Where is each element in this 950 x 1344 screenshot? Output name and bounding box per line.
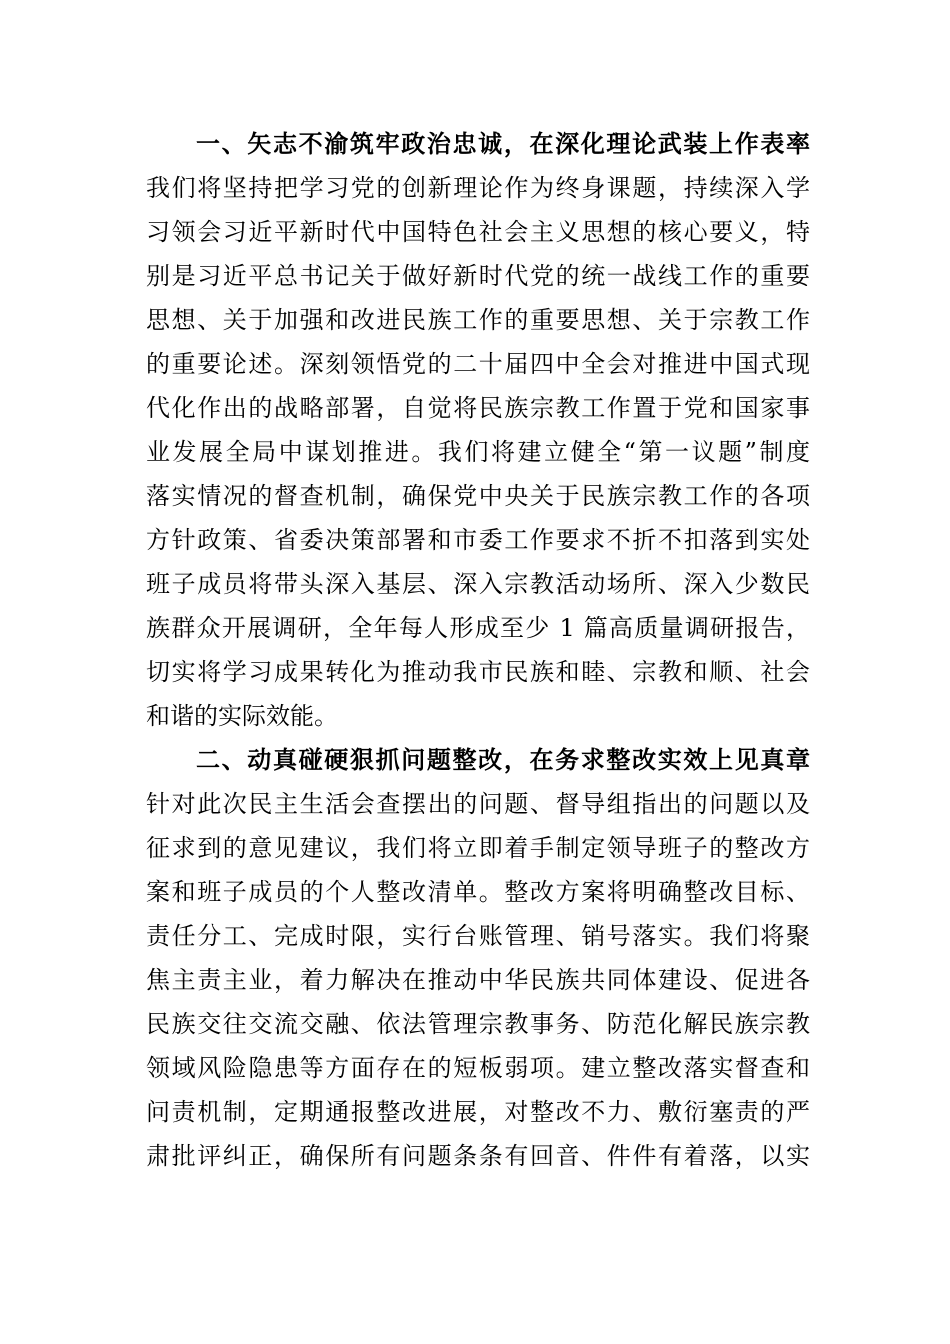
paragraph-line: 方针政策、省委决策部署和市委工作要求不折不扣落到实处 [146, 526, 810, 554]
paragraph-line: 肃批评纠正，确保所有问题条条有回音、件件有着落，以实 [146, 1142, 810, 1170]
paragraph-line: 领域风险隐患等方面存在的短板弱项。建立整改落实督查和 [146, 1054, 810, 1082]
paragraph-line: 切实将学习成果转化为推动我市民族和睦、宗教和顺、社会 [146, 658, 810, 686]
paragraph-line: 班子成员将带头深入基层、深入宗教活动场所、深入少数民 [146, 570, 810, 598]
section-heading: 一、矢志不渝筑牢政治忠诚，在深化理论武装上作表率 [196, 130, 810, 158]
paragraph-line: 族群众开展调研，全年每人形成至少 1 篇高质量调研报告， [146, 614, 810, 642]
paragraph-line: 问责机制，定期通报整改进展，对整改不力、敷衍塞责的严 [146, 1098, 810, 1126]
document-page [146, 122, 810, 1178]
paragraph-line: 代化作出的战略部署，自觉将民族宗教工作置于党和国家事 [146, 394, 810, 422]
section-1 [146, 122, 810, 738]
paragraph-line: 责任分工、完成时限，实行台账管理、销号落实。我们将聚 [146, 922, 810, 950]
paragraph-line: 针对此次民主生活会查摆出的问题、督导组指出的问题以及 [146, 790, 810, 818]
paragraph-line: 我们将坚持把学习党的创新理论作为终身课题，持续深入学 [146, 174, 810, 202]
paragraph-line: 别是习近平总书记关于做好新时代党的统一战线工作的重要 [146, 262, 810, 290]
paragraph-line: 业发展全局中谋划推进。我们将建立健全“第一议题”制度 [146, 438, 810, 466]
paragraph-line: 落实情况的督查机制，确保党中央关于民族宗教工作的各项 [146, 482, 810, 510]
paragraph-line: 案和班子成员的个人整改清单。整改方案将明确整改目标、 [146, 878, 810, 906]
section-heading: 二、动真碰硬狠抓问题整改，在务求整改实效上见真章 [196, 746, 810, 774]
section-2 [146, 738, 810, 1178]
paragraph-line: 的重要论述。深刻领悟党的二十届四中全会对推进中国式现 [146, 350, 810, 378]
paragraph-line: 焦主责主业，着力解决在推动中华民族共同体建设、促进各 [146, 966, 810, 994]
paragraph-line: 征求到的意见建议，我们将立即着手制定领导班子的整改方 [146, 834, 810, 862]
paragraph-line: 思想、关于加强和改进民族工作的重要思想、关于宗教工作 [146, 306, 810, 334]
paragraph-line: 和谐的实际效能。 [146, 702, 338, 730]
paragraph-line: 习领会习近平新时代中国特色社会主义思想的核心要义，特 [146, 218, 810, 246]
paragraph-line: 民族交往交流交融、依法管理宗教事务、防范化解民族宗教 [146, 1010, 810, 1038]
